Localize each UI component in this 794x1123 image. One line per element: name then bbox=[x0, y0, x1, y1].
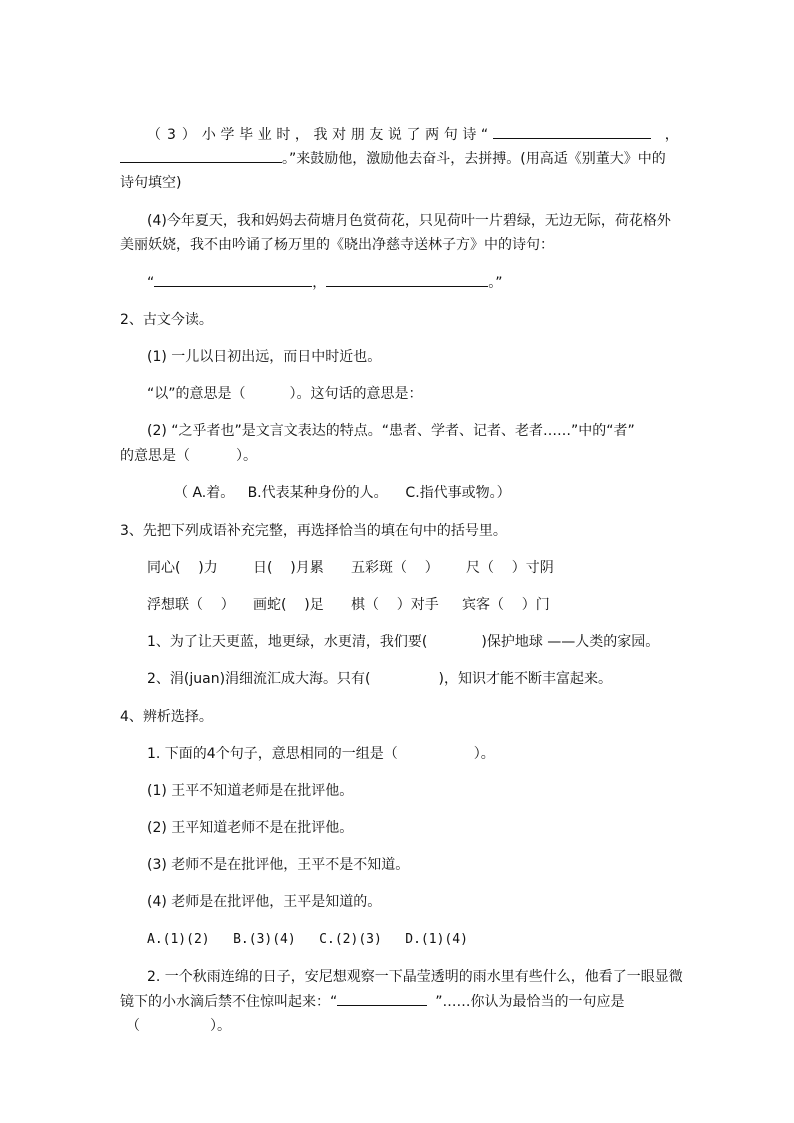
s4-q2-line2-prefix: 镜下的小水滴后禁不住惊叫起来：“ bbox=[120, 994, 338, 1010]
s2-item1-meaning bbox=[147, 384, 423, 404]
q4-comma: ， bbox=[312, 275, 327, 291]
q3-line2-text: 。”来鼓励他，激励他去奋斗，去拼搏。(用高适《别董大》中的 bbox=[282, 151, 666, 167]
q4-open-quote: “ bbox=[147, 275, 155, 291]
s4-choices: A.(1)(2) B.(3)(4) C.(2)(3) D.(1)(4) bbox=[147, 932, 468, 947]
q4-blank-2[interactable] bbox=[326, 272, 488, 287]
s2-item2-line2 bbox=[120, 446, 257, 466]
s4-q2-line2-suffix: ”……你认为最恰当的一句应是 bbox=[435, 994, 625, 1010]
s3-sentence-1 bbox=[147, 632, 659, 652]
s4-q2-line1: 2. 一个秋雨连绵的日子，安尼想观察一下晶莹透明的雨水里有些什么，他看了一眼显微 bbox=[147, 969, 683, 985]
idiom-6[interactable]: 画蛇( )足 bbox=[253, 597, 324, 613]
s3-sentence-2-prefix: 2、涓(juan)涓细流汇成大海。只有( bbox=[147, 671, 371, 687]
s4-item-3: (3) 老师不是在批评他，王平不是不知道。 bbox=[147, 857, 410, 873]
s4-q1 bbox=[147, 744, 495, 764]
s4-item-4: (4) 老师是在批评他，王平是知道的。 bbox=[147, 894, 382, 910]
q3-line2 bbox=[120, 148, 666, 169]
q3-line1 bbox=[147, 124, 679, 145]
q4-blank-1[interactable] bbox=[154, 272, 312, 287]
s4-q2-line3 bbox=[126, 1016, 231, 1036]
idiom-3[interactable]: 五彩斑（ ） bbox=[351, 560, 439, 576]
s4-q2-line2 bbox=[120, 991, 625, 1012]
idiom-row-2 bbox=[0, 595, 794, 615]
s4-q1-suffix: ）。 bbox=[473, 746, 495, 762]
s4-q2-blank[interactable] bbox=[337, 991, 427, 1006]
s4-item-2: (2) 王平知道老师不是在批评他。 bbox=[147, 820, 354, 836]
s2-item1: (1) 一儿以日初出远，而日中时近也。 bbox=[147, 349, 382, 365]
s4-item-1: (1) 王平不知道老师是在批评他。 bbox=[147, 783, 354, 799]
s2-item2-suffix: ）。 bbox=[236, 448, 257, 464]
idiom-8[interactable]: 宾客（ ）门 bbox=[462, 597, 550, 613]
idiom-1[interactable]: 同心( )力 bbox=[147, 560, 218, 576]
s2-item2-prefix: 的意思是（ bbox=[120, 448, 190, 464]
q4-line1: (4)今年夏天，我和妈妈去荷塘月色赏荷花，只见荷叶一片碧绿，无边无际，荷花格外 bbox=[147, 213, 671, 229]
s4-q1-prefix: 1. 下面的4个句子，意思相同的一组是（ bbox=[147, 746, 398, 762]
s3-sentence-1-suffix: )保护地球 ——人类的家园。 bbox=[481, 634, 660, 650]
s4-q2-line3-close: ）。 bbox=[210, 1018, 231, 1034]
s4-q2-line3-open: （ bbox=[126, 1018, 140, 1034]
q4-close: 。” bbox=[488, 275, 503, 291]
idiom-row-1 bbox=[0, 558, 794, 578]
idiom-7[interactable]: 棋（ ）对手 bbox=[351, 597, 439, 613]
section-4-title: 4、辨析选择。 bbox=[120, 709, 213, 725]
s2-item1-meaning-prefix: “以”的意思是（ bbox=[147, 386, 246, 402]
q4-line3 bbox=[147, 272, 503, 293]
idiom-4[interactable]: 尺（ ）寸阴 bbox=[466, 560, 554, 576]
s2-item2-line1: (2) “之乎者也”是文言文表达的特点。“患者、学者、记者、老者……”中的“者” bbox=[147, 423, 635, 439]
q3-number: （3） bbox=[147, 127, 202, 143]
s2-options: （ A.着。 B.代表某种身份的人。 C.指代事或物。） bbox=[174, 485, 511, 501]
s3-sentence-2-suffix: )，知识才能不断丰富起来。 bbox=[438, 671, 612, 687]
q3-line3: 诗句填空) bbox=[120, 175, 182, 191]
q3-comma: ， bbox=[664, 127, 679, 143]
idiom-2[interactable]: 日( )月累 bbox=[253, 560, 324, 576]
idiom-5[interactable]: 浮想联（ ） bbox=[147, 597, 235, 613]
s3-sentence-2 bbox=[147, 669, 612, 689]
q4-line2: 美丽妖娆，我不由吟诵了杨万里的《晓出净慈寺送林子方》中的诗句： bbox=[120, 237, 554, 253]
section-2-title: 2、古文今读。 bbox=[120, 312, 213, 328]
q3-text: 小学毕业时，我对朋友说了两句诗“ bbox=[201, 127, 493, 143]
s3-sentence-1-prefix: 1、为了让天更蓝，地更绿，水更清，我们要( bbox=[147, 634, 428, 650]
q3-blank-1[interactable] bbox=[493, 124, 651, 139]
s2-item1-meaning-suffix: ）。这句话的意思是： bbox=[289, 386, 423, 402]
section-3-title: 3、先把下列成语补充完整，再选择恰当的填在句中的括号里。 bbox=[120, 523, 507, 539]
q3-blank-2[interactable] bbox=[120, 148, 282, 163]
